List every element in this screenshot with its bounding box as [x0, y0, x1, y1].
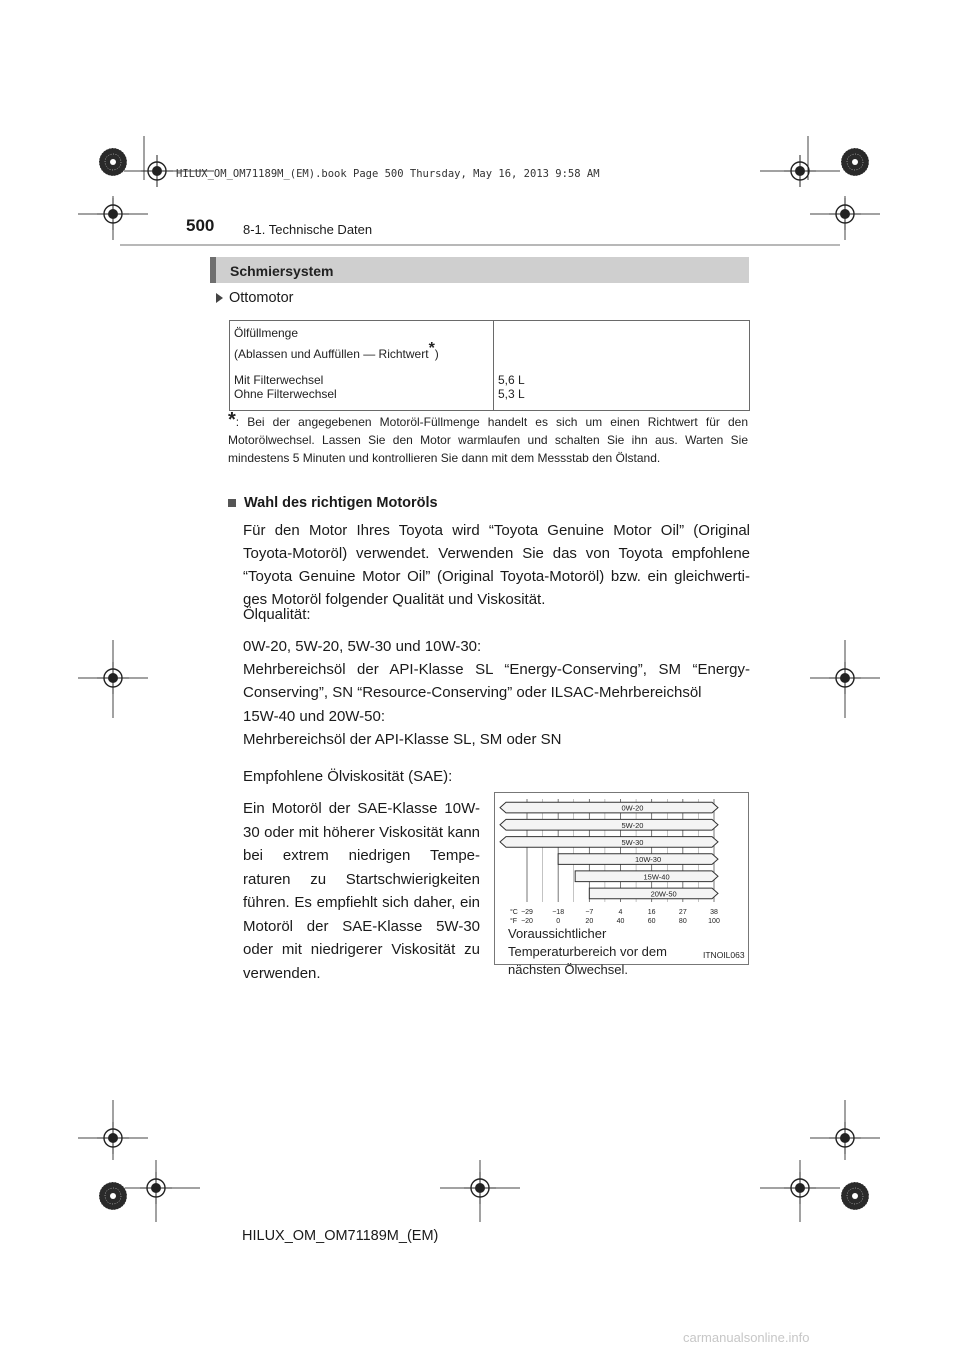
table-heading-line2: (Ablassen und Auffüllen — Richtwert*): [234, 340, 439, 361]
footnote-text: : Bei der angegebenen Motoröl-Füllmenge handelt es sich um einen Richtwert für den Motorölwechsel. Lassen Sie den Motor warmlaufen und schalten Sie ihn aus. Warten Sie mindestens 5 Minuten und kontrollieren Sie dann mit dem Messstab den Ölstand.: [228, 415, 748, 465]
row-value-with-filter: 5,6 L: [498, 373, 525, 387]
footnote-ref: *: [428, 340, 435, 357]
square-bullet-icon: [228, 499, 236, 507]
chart-caption: Voraussichtlicher Temperaturbereich vor dem nächsten Ölwechsel.: [508, 926, 667, 977]
axis-unit-c: °C: [510, 909, 518, 916]
viscosity-bar: [500, 837, 718, 848]
table-value-cell: [494, 321, 750, 411]
viscosity-bar: [500, 802, 718, 813]
viscosity-bar-label: 5W-30: [621, 837, 644, 847]
oil-intro-text: Für den Motor Ihres Toyota wird “Toyota Genuine Motor Oil” (Original Toyota-Motoröl) verwendet. Verwenden Sie das von Toyota empfohlene “Toyota Genuine Motor Oil” (Original Toyota-Motoröl) bzw. ein gleichwerti-ges Motoröl folgender Qualität und Viskosität.: [243, 522, 750, 608]
section-label: 8-1. Technische Daten: [243, 222, 373, 237]
viscosity-bar-label: 5W-20: [621, 820, 644, 830]
tick-label-c: 38: [710, 909, 718, 916]
table-heading-line1: Ölfüllmenge: [234, 326, 299, 340]
grade-group-1: 0W-20, 5W-20, 5W-30 und 10W-30: Mehrbereichsöl der API-Klasse SL “Energy-Conserving”, SM “Energy-Conserving”, SN “Resource-Conserving” oder ILSAC-Mehrbereichsöl: [243, 638, 750, 701]
tick-label-c: 16: [647, 909, 656, 916]
tick-label-f: −20: [521, 918, 533, 925]
engine-bullet: [216, 290, 293, 306]
viscosity-bar-label: 0W-20: [621, 803, 644, 813]
table-row: [230, 321, 750, 411]
tick-label-c: −18: [552, 909, 565, 916]
tick-label-f: 0: [556, 918, 561, 925]
section-title: Schmiersystem: [230, 263, 334, 279]
tick-label-c: 4: [618, 909, 623, 916]
footer-model-code: HILUX_OM_OM71189M_(EM): [242, 1228, 439, 1244]
oil-capacity-table: [229, 320, 750, 411]
row-label-with-filter: Mit Filterwechsel: [234, 373, 324, 387]
header-rule: [120, 244, 840, 246]
tick-label-f: 20: [585, 918, 594, 925]
viscosity-bar-label: 20W-50: [650, 889, 677, 899]
row-value-without-filter: 5,3 L: [498, 387, 525, 401]
watermark: carmanualsonline.info: [683, 1330, 810, 1345]
tick-label-c: −7: [585, 909, 594, 916]
triangle-bullet-icon: [216, 293, 223, 303]
tick-label-f: 100: [708, 918, 720, 925]
page-number: 500: [186, 216, 215, 235]
tick-label-f: 40: [616, 918, 625, 925]
tick-label-f: 80: [678, 918, 687, 925]
grade-group-2: 15W-40 und 20W-50: Mehrbereichsöl der API-Klasse SL, SM oder SN: [243, 708, 562, 748]
viscosity-bar: [500, 819, 718, 830]
tick-label-c: 27: [678, 909, 687, 916]
tick-label-c: −29: [521, 909, 533, 916]
tick-label-f: 60: [647, 918, 656, 925]
table-label-cell: [230, 321, 494, 411]
oil-selection-heading: Wahl des richtigen Motoröls: [228, 495, 438, 511]
footnote-marker: *: [228, 409, 236, 431]
oil-quality-label: Ölqualität:: [243, 606, 311, 623]
viscosity-label: Empfohlene Ölviskosität (SAE):: [243, 768, 453, 785]
viscosity-bar-label: 15W-40: [643, 872, 670, 882]
viscosity-note: Ein Motoröl der SAE-Klasse 10W-30 oder mit höherer Viskosität kann bei extrem niedrigen Tempe-raturen zu Startschwierigkeiten führen. Es empfiehlt sich daher, ein Motoröl der SAE-Klasse 5W-30 oder mit niedrigerer Viskosität zu verwenden.: [243, 800, 480, 982]
row-label-without-filter: Ohne Filterwechsel: [234, 387, 337, 401]
viscosity-bar-label: 10W-30: [635, 855, 662, 865]
footnote: [228, 409, 748, 467]
engine-type: Ottomotor: [229, 290, 294, 306]
section-title-bar: [210, 257, 749, 283]
axis-unit-f: °F: [510, 918, 518, 925]
figure-code: ITNOIL063: [703, 950, 745, 960]
file-stamp: HILUX_OM_OM71189M_(EM).book Page 500 Thursday, May 16, 2013 9:58 AM: [176, 168, 600, 180]
